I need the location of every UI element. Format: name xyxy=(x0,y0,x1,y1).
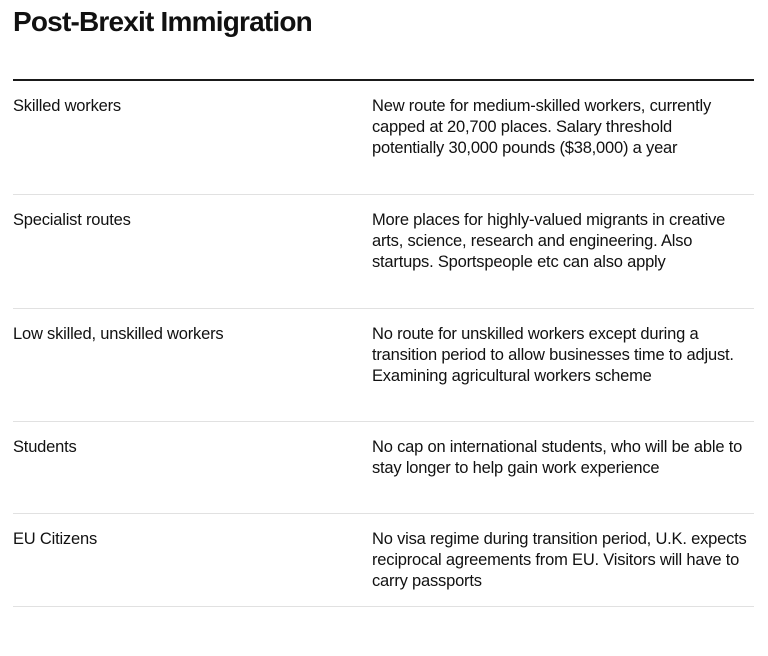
table-row xyxy=(13,81,754,195)
row-description: No cap on international students, who will be able to stay longer to help gain work experience xyxy=(372,438,743,477)
row-category: Specialist routes xyxy=(13,211,131,229)
page-title: Post-Brexit Immigration xyxy=(13,6,312,37)
table-row xyxy=(13,514,754,607)
row-category: Skilled workers xyxy=(13,97,121,115)
row-description: New route for medium-skilled workers, currently capped at 20,700 places. Salary threshold potentially 30,000 pounds ($38,000) a year xyxy=(372,97,712,157)
table-row xyxy=(13,309,754,422)
table-row xyxy=(13,195,754,309)
row-description: More places for highly-valued migrants in creative arts, science, research and engineering. Also startups. Sportspeople etc can also apply xyxy=(372,211,726,271)
row-category: EU Citizens xyxy=(13,530,97,548)
row-description: No route for unskilled workers except during a transition period to allow businesses time to adjust. Examining agricultural workers scheme xyxy=(372,325,734,385)
row-category: Students xyxy=(13,438,77,456)
row-description: No visa regime during transition period, U.K. expects reciprocal agreements from EU. Visitors will have to carry passports xyxy=(372,530,747,590)
table-row xyxy=(13,422,754,514)
immigration-table xyxy=(13,79,754,607)
row-category: Low skilled, unskilled workers xyxy=(13,325,224,343)
